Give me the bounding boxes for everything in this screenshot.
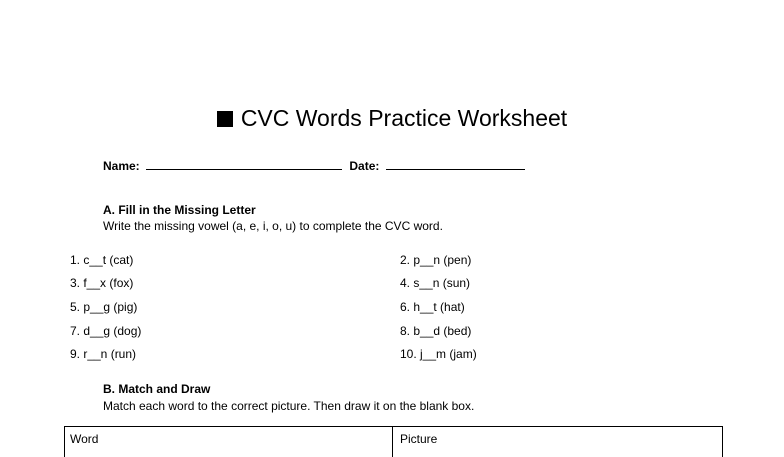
name-date-row <box>103 158 525 174</box>
question-item: 7. d__g (dog) <box>70 324 142 338</box>
name-label: Name: <box>103 159 140 173</box>
question-item: 1. c__t (cat) <box>70 253 134 267</box>
question-item: 8. b__d (bed) <box>400 324 472 338</box>
date-blank[interactable] <box>386 158 525 170</box>
table-header-word: Word <box>70 432 99 446</box>
worksheet-title <box>0 104 784 132</box>
question-item: 2. p__n (pen) <box>400 253 472 267</box>
question-item: 6. h__t (hat) <box>400 300 465 314</box>
section-b-instructions: Match each word to the correct picture. Then draw it on the blank box. <box>103 399 475 413</box>
table-column-divider <box>392 427 393 457</box>
match-table <box>64 426 723 457</box>
table-header-picture: Picture <box>400 432 438 446</box>
question-item: 9. r__n (run) <box>70 347 137 361</box>
section-a-instructions: Write the missing vowel (a, e, i, o, u) to complete the CVC word. <box>103 219 443 233</box>
question-item: 4. s__n (sun) <box>400 276 471 290</box>
date-label: Date: <box>349 159 380 173</box>
section-a-heading: A. Fill in the Missing Letter <box>103 203 256 217</box>
question-item: 10. j__m (jam) <box>400 347 477 361</box>
section-b-heading: B. Match and Draw <box>103 382 211 396</box>
square-bullet-icon <box>217 111 233 127</box>
name-blank[interactable] <box>146 158 342 170</box>
question-item: 5. p__g (pig) <box>70 300 138 314</box>
title-text: CVC Words Practice Worksheet <box>240 105 568 131</box>
question-item: 3. f__x (fox) <box>70 276 134 290</box>
